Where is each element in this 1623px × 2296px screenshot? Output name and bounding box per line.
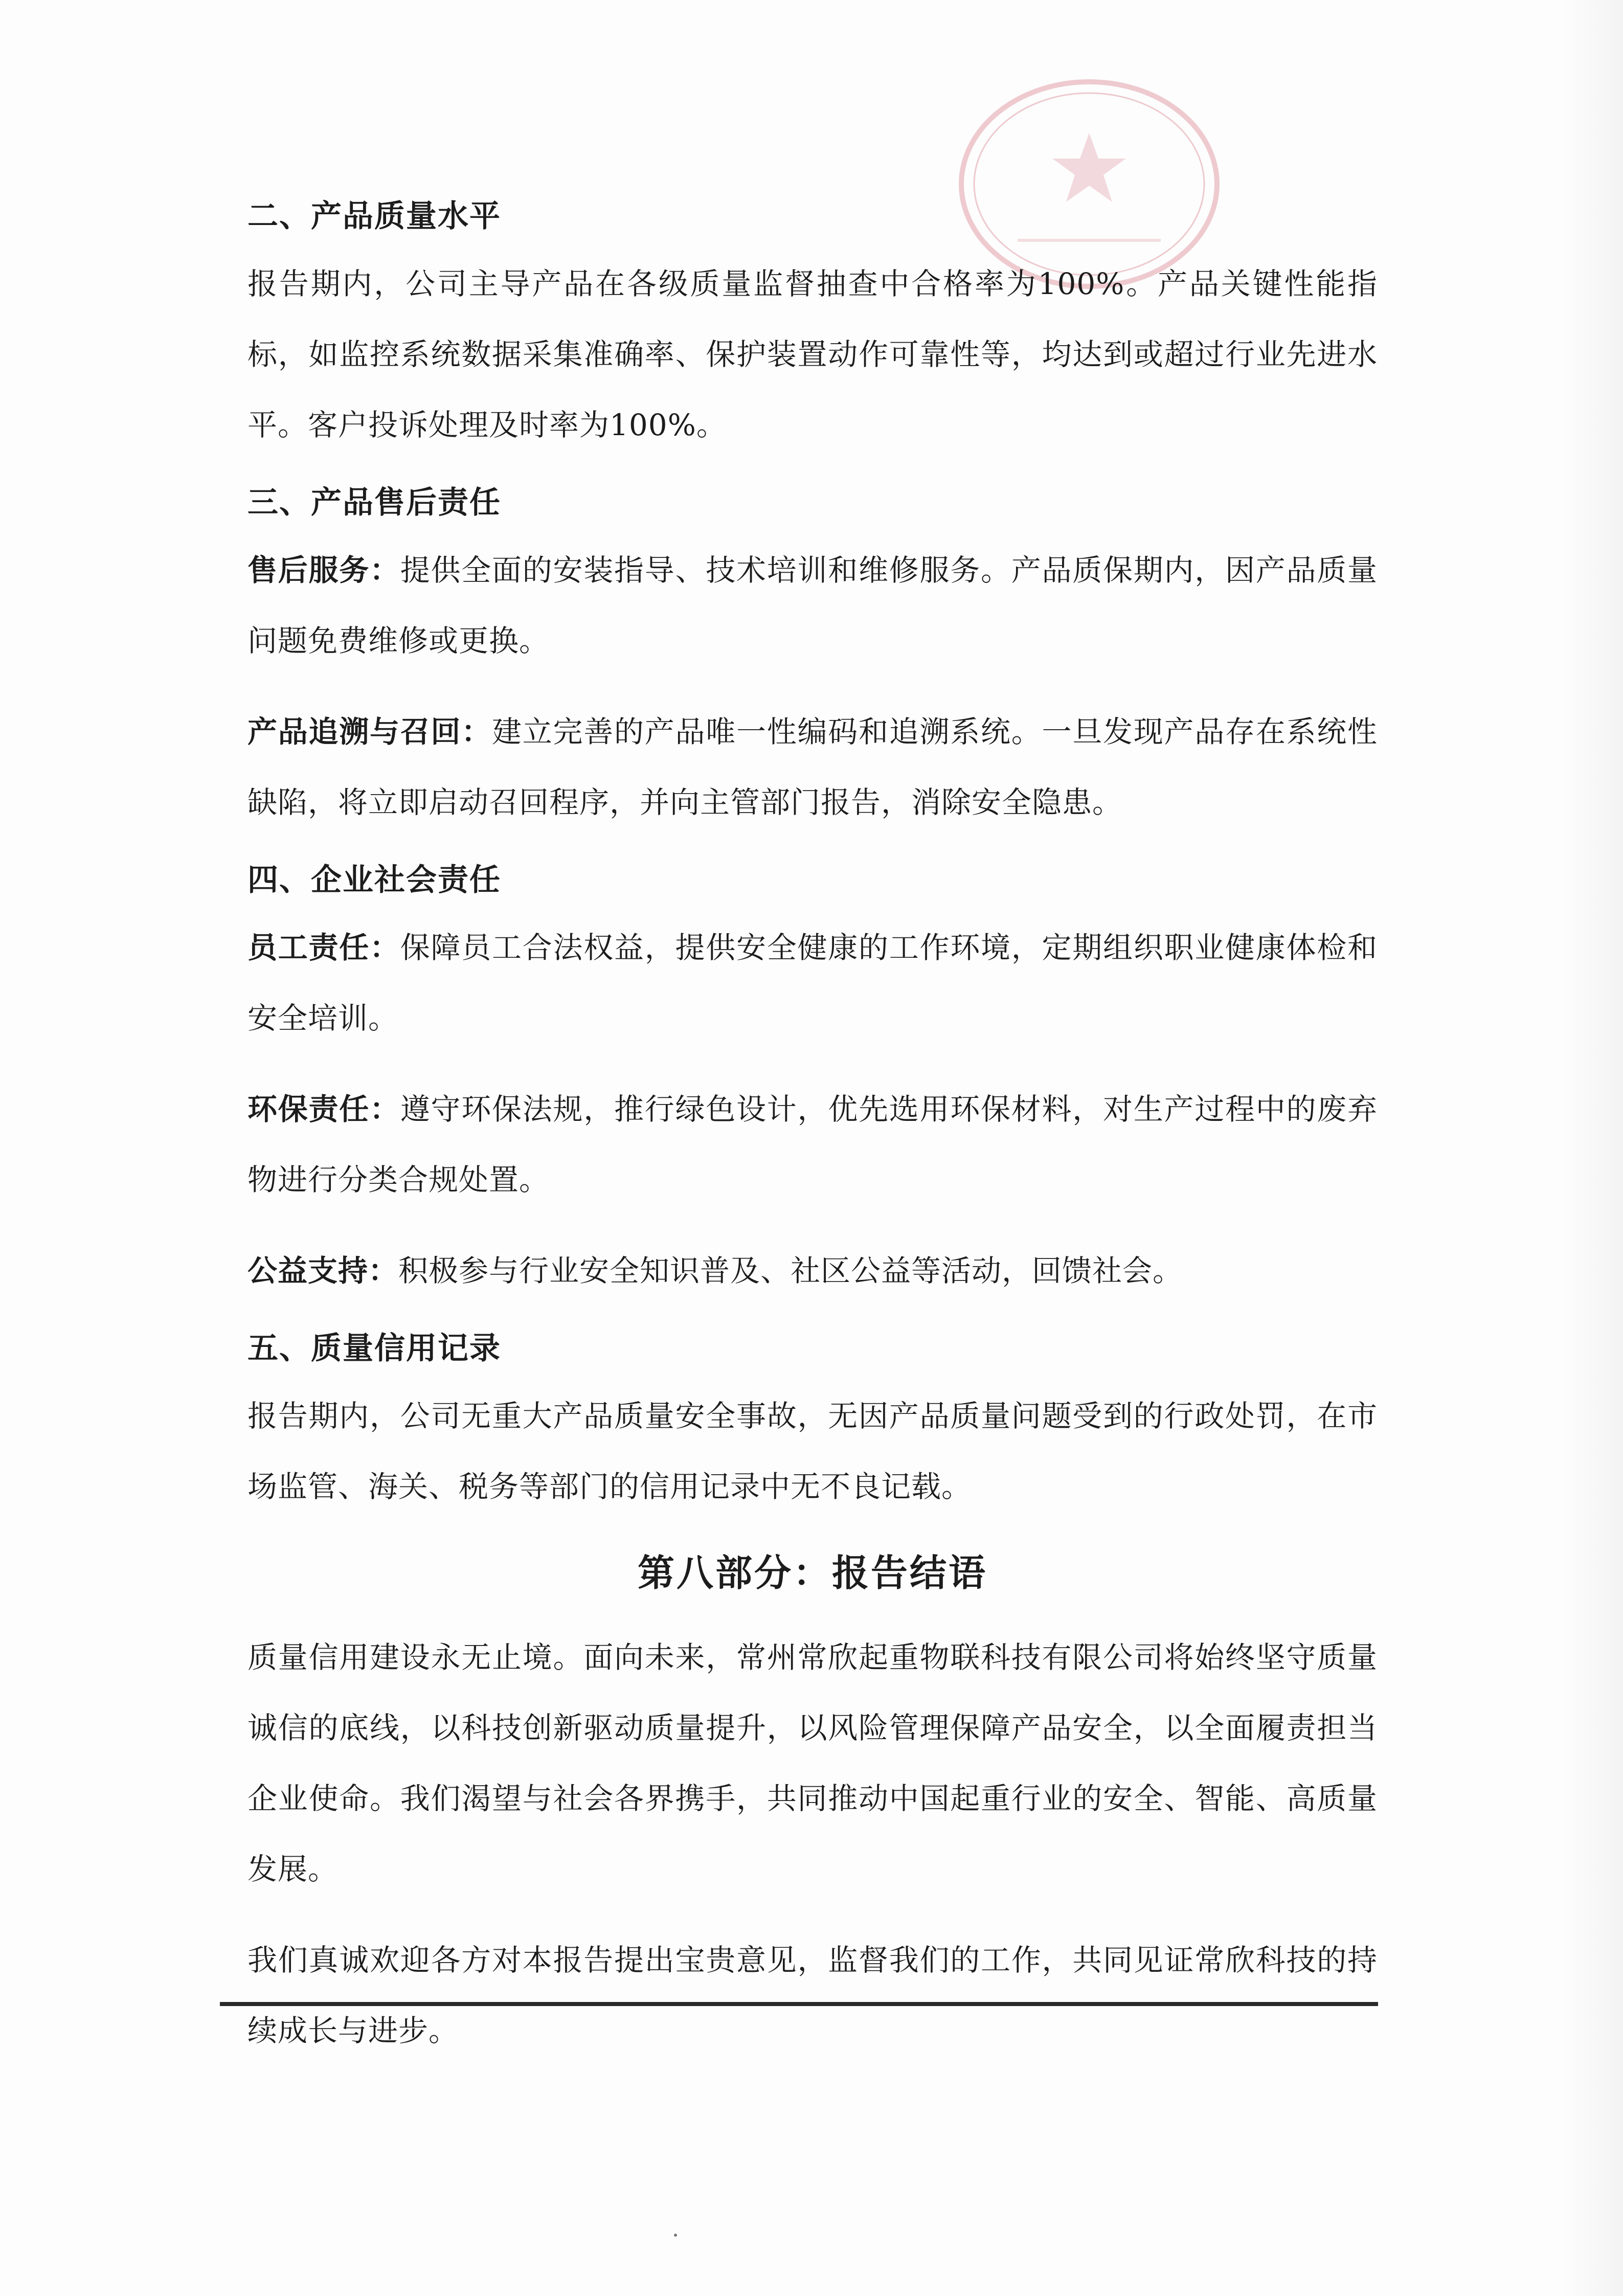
paragraph-text: 遵守环保法规，推行绿色设计，优先选用环保材料，对生产过程中的废弃物进行分类合规处置。	[247, 1092, 1378, 1197]
paragraph-public-welfare	[247, 1235, 1378, 1306]
paragraph-text: 报告期内，公司主导产品在各级质量监督抽查中合格率为100%。产品关键性能指标，如监控系统数据采集准确率、保护装置动作可靠性等，均达到或超过行业先进水平。客户投诉处理及时率为100%。	[247, 266, 1378, 442]
paragraph-credit-record	[247, 1381, 1378, 1522]
paragraph-conclusion-1	[247, 1622, 1378, 1904]
paragraph-text: 我们真诚欢迎各方对本报告提出宝贵意见，监督我们的工作，共同见证常欣科技的持续成长与进步。	[247, 1943, 1378, 2048]
paragraph-employee-responsibility	[247, 912, 1378, 1053]
paragraph-label: 员工责任：	[247, 930, 400, 965]
horizontal-divider	[220, 2002, 1378, 2006]
paragraph-after-sales-service	[247, 535, 1378, 676]
paragraph-text: 报告期内，公司无重大产品质量安全事故，无因产品质量问题受到的行政处罚，在市场监管、海关、税务等部门的信用记录中无不良记载。	[247, 1399, 1378, 1504]
part-title: 第八部分：报告结语	[637, 1551, 987, 1594]
section-heading-product-quality: 二、产品质量水平	[247, 198, 501, 234]
paragraph-label: 产品追溯与召回：	[247, 714, 492, 749]
paragraph-label: 环保责任：	[247, 1092, 400, 1127]
scan-edge-shadow	[1562, 0, 1623, 2296]
paragraph-label: 售后服务：	[247, 553, 400, 588]
section-heading-social-responsibility: 四、企业社会责任	[247, 862, 501, 898]
paragraph-text: 保障员工合法权益，提供安全健康的工作环境，定期组织职业健康体检和安全培训。	[247, 930, 1378, 1036]
paragraph-environmental-responsibility	[247, 1074, 1378, 1215]
paragraph-text: 质量信用建设永无止境。面向未来，常州常欣起重物联科技有限公司将始终坚守质量诚信的底线，以科技创新驱动质量提升，以风险管理保障产品安全，以全面履责担当企业使命。我们渴望与社会各界携手，共同推动中国起重行业的安全、智能、高质量发展。	[247, 1640, 1378, 1886]
paragraph-conclusion-2	[247, 1925, 1378, 2066]
paragraph-product-quality	[247, 249, 1378, 460]
section-heading-credit-record: 五、质量信用记录	[247, 1331, 501, 1366]
scan-speck	[674, 2234, 677, 2237]
paragraph-label: 公益支持：	[247, 1253, 399, 1288]
paragraph-traceability-recall	[247, 696, 1378, 838]
document-body	[247, 194, 1378, 2066]
paragraph-text: 建立完善的产品唯一性编码和追溯系统。一旦发现产品存在系统性缺陷，将立即启动召回程序，并向主管部门报告，消除安全隐患。	[247, 714, 1378, 820]
section-heading-after-sales: 三、产品售后责任	[247, 485, 501, 521]
paragraph-text: 提供全面的安装指导、技术培训和维修服务。产品质保期内，因产品质量问题免费维修或更换。	[247, 553, 1378, 658]
paragraph-text: 积极参与行业安全知识普及、社区公益等活动，回馈社会。	[398, 1253, 1183, 1288]
